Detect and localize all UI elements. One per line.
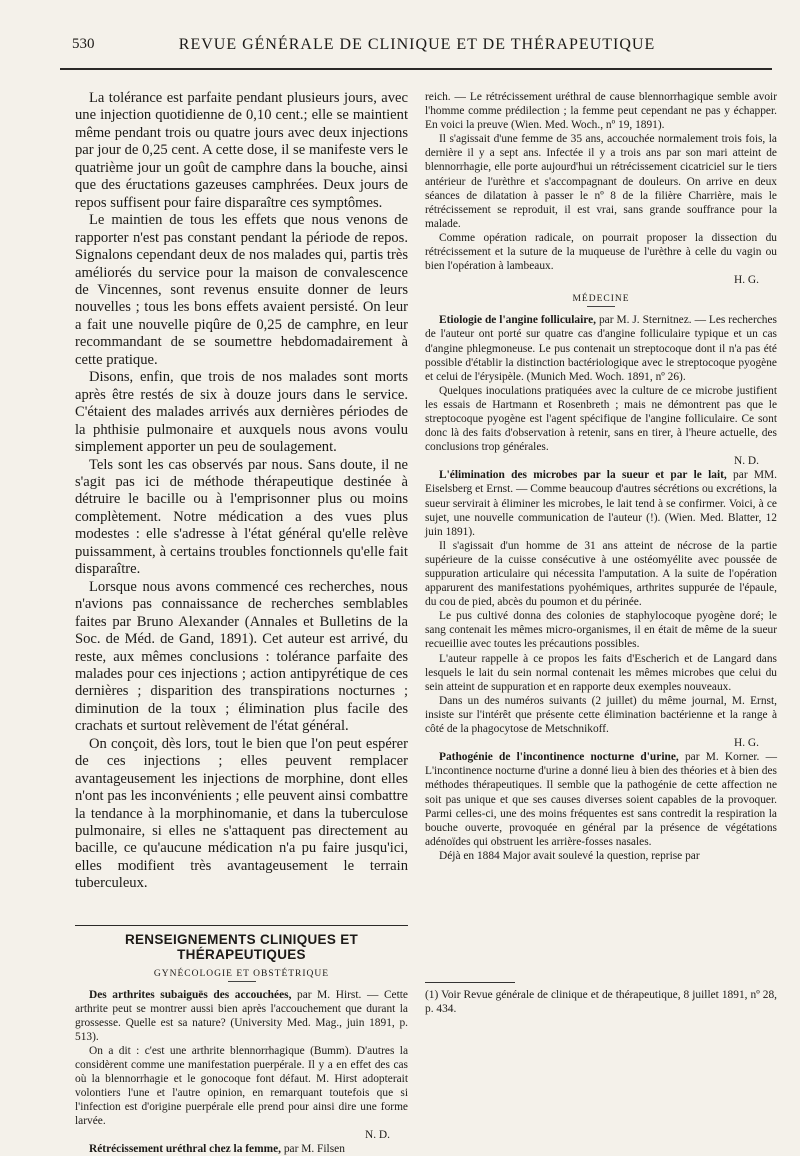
- paragraph: Le pus cultivé donna des colonies de staphylocoque pyogène doré; le sang contenait les mêmes micro-organismes, il en était de même de la sueur recueillie avec toutes les précautions possibles.: [425, 610, 777, 651]
- article-text: par M. J. Sternitnez. — Les recherches de l'auteur ont porté sur quatre cas d'angine folliculaire typique et un cas d'angine phlegmoneuse. Le pus contenait un streptocoque dont il n'a pas été possible d'établir la distinction bactériologique avec le streptocoque pyogène et celui de l'érysipèle. (Munich Med. Woch. 1891, nº 26).: [425, 314, 777, 383]
- paragraph: Comme opération radicale, on pourrait proposer la dissection du rétrécissement et la suture de la muqueuse de l'urèthre à celle du vagin ou bien l'opération à lambeaux.: [425, 231, 777, 273]
- article-elimination: [425, 468, 777, 538]
- article-hirst: [75, 988, 408, 1044]
- article-title: Pathogénie de l'incontinence nocturne d'urine,: [439, 751, 679, 764]
- paragraph: Disons, enfin, que trois de nos malades sont morts après être restés de six à douze jours dans le service. C'étaient des malades arrivés aux dernières périodes de la phthisie pulmonaire et auxquels nous avons voulu simplement apporter un peu de soulagement.: [75, 369, 408, 456]
- paragraph: Il s'agissait d'une femme de 35 ans, accouchée normalement trois fois, la dernière il y a sept ans. Infectée il y a trois ans par son mari atteint de blennorrhagie, elle porte aujourd'hui un rétrécissement cicatriciel sur le tiers antérieur de l'urèthre et s'accompagnant de douleurs. On arrive en deux séances de dilatation à passer le nº 8 de la filière Charrière, mais le rétrécissement se reproduit, il est vrai, sans grande souffrance pour la malade.: [425, 133, 777, 230]
- paragraph: L'auteur rappelle à ce propos les faits d'Escherich et de Langard dans lesquels le lait du sein normal contenait les mêmes microbes que celui du sein atteint de suppuration et en rapporte deux exemples nouveaux.: [425, 652, 777, 693]
- paragraph: Tels sont les cas observés par nous. Sans doute, il ne s'agit pas ici de méthode thérapeutique destinée à détruire le bacille ou à l'emprisonner plus ou moins complètement. Notre médication a des vues plus modestes : elle s'adresse à l'état général qu'elle relève puissamment, à certains troubles fonctionnels qu'elle fait disparaître.: [75, 456, 408, 578]
- paragraph: Il s'agissait d'un homme de 31 ans atteint de nécrose de la partie supérieure de la cuisse consécutive à une ostéomyélite avec poussée de suppuration articulaire qui nécessita l'amputation. A la suite de l'opération apparurent des manifestations pyohémiques, arthrites suppurée de l'épaule, du cou de pied, abcès du poumon et du périnée.: [425, 539, 777, 609]
- page-number: 530: [72, 36, 95, 52]
- subsection-title: GYNÉCOLOGIE ET OBSTÉTRIQUE: [153, 968, 330, 979]
- article-text: par M. Hirst. — Cette arthrite peut se montrer aussi bien après l'accouchement que durant la grossesse. Quelle est sa nature? (University Med. Mag., juin 1891, p. 513).: [75, 988, 408, 1043]
- footnote-rule: [425, 982, 515, 983]
- signature: N. D.: [365, 1128, 390, 1141]
- paragraph: La tolérance est parfaite pendant plusieurs jours, avec une injection quotidienne de 0,10 cent.; elle se maintient même pendant trois ou quatre jours avec deux injections par jour de 0,25 cent. A cette dose, il se manifeste vers le quatrième jour un goût de camphre dans la bouche, ainsi que des éructations gazeuses camphrées. Deux jours de repos suffisent pour faire disparaître ces symptômes.: [75, 90, 408, 211]
- paragraph: Déjà en 1884 Major avait soulevé la question, reprise par: [439, 849, 700, 862]
- signature: H. G.: [734, 737, 759, 750]
- subsection-rule: [228, 981, 256, 982]
- subsection-title: MÉDECINE: [572, 294, 630, 305]
- paragraph: Dans un des numéros suivants (2 juillet) du même journal, M. Ernst, insiste sur l'intérêt que présente cette élimination bactérienne et la range à côté de la phagocytose de Metschnikoff.: [425, 694, 777, 736]
- article-author: par M. Filsen: [280, 1142, 345, 1155]
- subsection-rule: [587, 306, 615, 307]
- paragraph: reich. — Le rétrécissement uréthral de cause blennorrhagique semble avoir l'homme comme prédilection ; la femme peut cependant ne pas y échapper. En voici la preuve (Wien. Med. Woch., nº 19, 1891).: [425, 91, 777, 132]
- signature: H. G.: [734, 274, 759, 287]
- paragraph: Le maintien de tous les effets que nous venons de rapporter n'est pas constant pendant la période de repos. Signalons cependant deux de nos malades qui, partis très améliorés du service pour la maison de convalescence de Vincennes, sont revenus ensuite donner de leurs nouvelles ; tous les bons effets avaient persisté. On leur a fait une nouvelle piqûre de 0,25 de camphre, en leur recommandant de se soumettre hebdomadairement à cette pratique.: [75, 212, 408, 368]
- footnote: (1) Voir Revue générale de clinique et de thérapeutique, 8 juillet 1891, nº 28, p. 434.: [425, 989, 777, 1015]
- page-header: [72, 36, 762, 60]
- article-text: par MM. Eiselsberg et Ernst. — Comme beaucoup d'autres sécrétions ou excrétions, la sueur servirait à éliminer les microbes, le lait tend à se confirmer. Voici, à ce sujet, une nouvelle communication de l'auteur (!). (Wien. Med. Blatter, 12 juin 1891).: [425, 469, 778, 538]
- article-angine: [425, 313, 777, 383]
- article-filsenreich: [75, 1142, 408, 1156]
- section-title: RENSEIGNEMENTS CLINIQUES ET THÉRAPEUTIQUES: [75, 925, 408, 962]
- article-incontinence: [425, 750, 777, 849]
- paragraph: Lorsque nous avons commencé ces recherches, nous n'avions pas connaissance de recherches semblables faites par Bruno Alexander (Annales et Bulletins de la Soc. de Méd. de Gand, 1891). Cet auteur est arrivé, du reste, aux mêmes conclusions : tolérance parfaite des malades pour ces injections ; action antipyrétique de ces dernières ; disparition des transpirations nocturnes ; diminution de la toux ; élimination plus facile des crachats et surtout relèvement de l'état général.: [75, 578, 408, 735]
- paragraph: Quelques inoculations pratiquées avec la culture de ce microbe justifient les essais de Hartmann et Rosenbreth ; mais ne démontrent pas que le streptocoque pyogène est l'agent spécifique de l'angine folliculaire. Ce sont donc là des faits d'observation à retenir, sans en tirer, à l'heure actuelle, des conclusions trop générales.: [425, 384, 777, 454]
- article-title: L'élimination des microbes par la sueur et par le lait,: [439, 469, 727, 482]
- article-title: Des arthrites subaiguës des accouchées,: [89, 988, 292, 1001]
- running-title: REVUE GÉNÉRALE DE CLINIQUE ET DE THÉRAPEUTIQUE: [178, 36, 656, 53]
- article-title: Rétrécissement uréthral chez la femme,: [89, 1142, 281, 1155]
- article-title: Etiologie de l'angine folliculaire,: [439, 314, 597, 327]
- left-column: [75, 90, 408, 1156]
- paragraph: On conçoit, dès lors, tout le bien que l'on peut espérer de ces injections ; elles peuvent remplacer avantageusement les injections de morphine, dont elles n'ont pas les inconvénients ; elle peuvent ainsi combattre la tendance à la morphinomanie, et dans la tuberculose pulmonaire, si elles ne s'attaquent pas directement au bacille, ce qu'aucune médication n'a pu faire jusqu'ici, elles modifient très avantageusement le terrain tuberculeux.: [75, 735, 408, 892]
- paragraph: On a dit : c'est une arthrite blennorrhagique (Bumm). D'autres la considèrent comme une manifestation puerpérale. Il y a en effet des cas où la blennorrhagie et le gonocoque font défaut. M. Hirst adopterait volontiers l'une et l'autre opinion, en remarquant toutefois que si l'infection est d'origine puerpérale elle prend pour ainsi dire une forme larvée.: [75, 1044, 408, 1127]
- right-column: [425, 90, 777, 863]
- article-text: par M. Korner. — L'incontinence nocturne d'urine a donné lieu à bien des théories et à bien des méthodes thérapeutiques. Il semble que la pathogénie de cette affection ne soit pas unique et que ses causes diverses soient capables de la provoquer. Parmi celles-ci, une des moins fréquentes est sans contredit la respiration la bouche ouverte, provoquée en général par la présence de végétations adénoïdes qui obstruent les arrière-fosses nasales.: [425, 751, 778, 848]
- header-rule: [60, 68, 772, 70]
- signature: N. D.: [734, 455, 759, 468]
